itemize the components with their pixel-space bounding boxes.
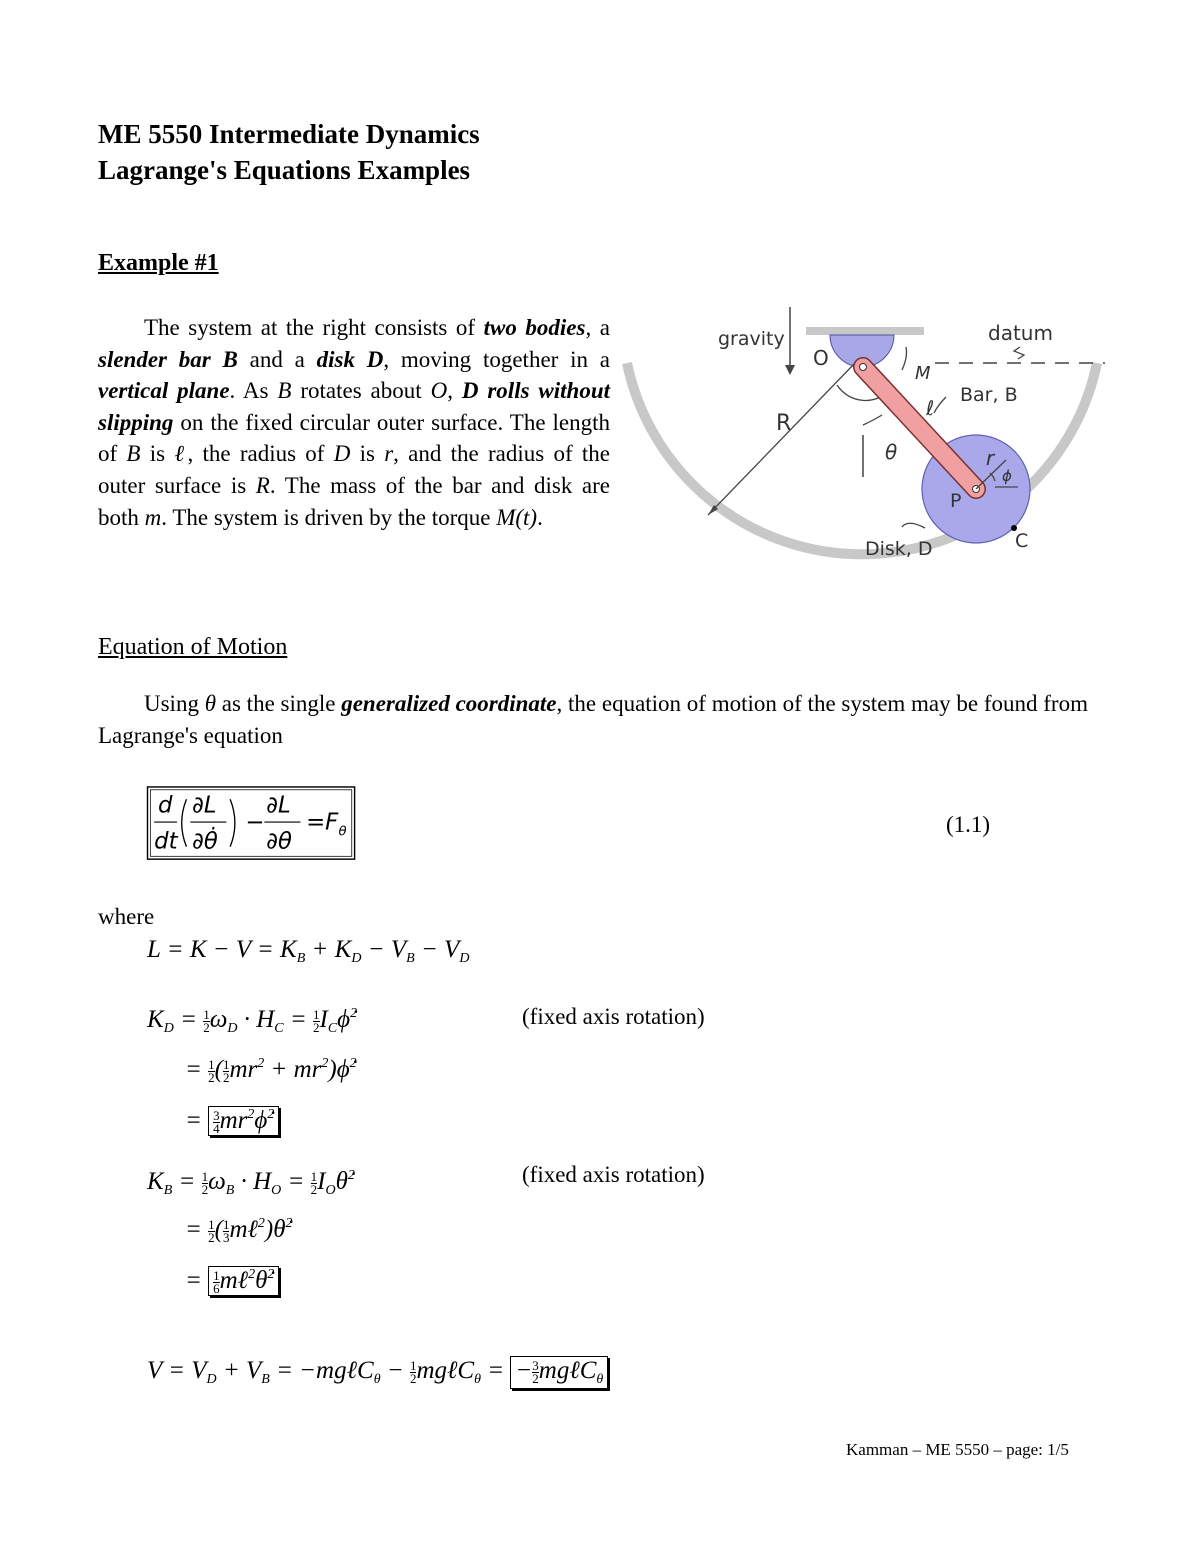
emph: D rolls without slipping <box>98 378 611 435</box>
KD-line-2: = $\frac{1}{2}$ ( $\frac{1}{2}$ $mr^2$ + $mr^2)\phi̇^2$ <box>185 1056 357 1085</box>
V-result-box: − $\frac{3}{2}$ mgℓC$_\theta$ <box>510 1356 608 1389</box>
label-bar: Bar, B <box>960 384 1018 406</box>
where-label: where <box>98 904 155 929</box>
page-title <box>98 116 480 188</box>
note-fixed-axis-1: (fixed axis rotation) <box>522 1004 705 1029</box>
lagrange-equation <box>143 786 361 862</box>
datum-pointer <box>1014 347 1024 359</box>
math: R <box>255 472 270 498</box>
text: , a <box>585 315 610 340</box>
label-ell: ℓ <box>926 396 935 420</box>
eq-dtheta: ∂θ <box>266 828 292 855</box>
fixed-support <box>806 327 924 335</box>
text: Using <box>144 691 205 716</box>
math: B <box>126 441 141 467</box>
bar-pointer <box>934 397 946 413</box>
math: D <box>333 441 351 467</box>
text: and a <box>237 346 317 372</box>
math: r <box>384 441 394 467</box>
disk-pointer <box>902 523 925 528</box>
text: The system at the right consists of <box>144 315 484 340</box>
KD-result-box: $\frac{3}{4}$ $mr^2\phi̇^2$ <box>208 1106 279 1136</box>
label-M: M <box>915 363 931 384</box>
title-line-2: Lagrange's Equations Examples <box>98 155 471 185</box>
motion-heading: Equation of Motion <box>98 634 288 660</box>
text: . The system is driven by the torque <box>161 504 497 530</box>
label-P: P <box>950 490 962 512</box>
label-gravity: gravity <box>718 328 785 350</box>
title-line-1: ME 5550 Intermediate Dynamics <box>98 119 480 149</box>
torque-arrow <box>902 347 907 370</box>
note-fixed-axis-2: (fixed axis rotation) <box>522 1162 705 1187</box>
math: B <box>277 378 292 404</box>
eq-dt: dt <box>154 828 178 855</box>
lagrangian-def: $L = K - V = K_B + K_D - V_B - V_D$ <box>147 936 470 966</box>
emph: two bodies <box>483 315 586 340</box>
equation-number: (1.1) <box>946 812 991 837</box>
text: on the fixed circular outer surface. The length of <box>98 409 610 467</box>
text: , and the radius of the outer surface is <box>98 441 610 498</box>
label-r: r <box>986 446 995 470</box>
math: O <box>430 378 448 404</box>
text: , <box>447 378 462 404</box>
label-disk: Disk, D <box>865 538 933 560</box>
label-R: R <box>776 411 792 436</box>
pivot-O <box>860 364 867 371</box>
KB-line-2: = $\frac{1}{2}$ ( $\frac{1}{3}$ mℓ$^2$)θ̇$^2$ <box>185 1216 293 1245</box>
eq-F: F <box>325 809 339 836</box>
example-description <box>98 312 610 533</box>
text: is <box>350 441 385 467</box>
eq-F-sub: θ <box>338 824 347 840</box>
label-datum: datum <box>988 321 1053 345</box>
math: θ <box>204 691 217 716</box>
text: as the single <box>216 691 342 716</box>
text: rotates about <box>291 378 431 404</box>
label-C: C <box>1015 530 1029 552</box>
emph: disk D <box>316 346 384 372</box>
paren-left <box>182 799 187 847</box>
text: . As <box>229 378 278 404</box>
paren-right <box>230 799 235 847</box>
text: , the radius of <box>187 441 334 467</box>
eq-d: d <box>157 792 173 819</box>
math: M(t) <box>496 504 538 530</box>
text: , the equation of motion of the system may be found from Lagrange's equation <box>98 691 1088 748</box>
motion-intro <box>98 688 1102 752</box>
theta-arc <box>863 415 882 425</box>
eq-minus: − <box>245 809 265 836</box>
KD-line-1: $K_D$ = $\frac{1}{2}$ $\omega_D \cdot H_C$ = $\frac{1}{2}$ $I_C\phi̇^2$ <box>147 1006 358 1036</box>
emph: generalized coordinate <box>341 691 557 716</box>
math: m <box>144 504 162 530</box>
text: . <box>537 504 543 530</box>
eq-dL2: ∂L <box>266 792 291 819</box>
potential-energy: $V = V_D + V_B$ = −mgℓC$_\theta$ − $\frac{1}{2}$ mgℓC$_\theta$ = − $\frac{3}{2}$ mgℓC$_\theta$ <box>147 1356 608 1389</box>
eq-dthetadot: ∂θ̇ <box>192 828 218 855</box>
text: is <box>140 441 175 467</box>
text: . The mass of the bar and disk are both <box>98 472 610 530</box>
text: , moving together in a <box>383 346 610 372</box>
KB-result-box: $\frac{1}{6}$ mℓ$^2$θ̇$^2$ <box>208 1266 279 1296</box>
KB-line-1: $K_B$ = $\frac{1}{2}$ $\omega_B \cdot H_O$ = $\frac{1}{2}$ $I_O\thetȧ^2$ <box>147 1168 355 1198</box>
example-heading: Example #1 <box>98 250 219 276</box>
emph: vertical plane <box>98 378 230 404</box>
KD-line-3: = $\frac{3}{4}$ $mr^2\phi̇^2$ <box>185 1106 279 1136</box>
math: ℓ <box>174 441 188 467</box>
eq-dL: ∂L <box>192 792 217 819</box>
label-phi: ϕ <box>1002 467 1012 485</box>
label-theta: θ <box>885 440 898 464</box>
eq-equals: = <box>306 809 326 836</box>
radius-R-line <box>708 363 855 515</box>
label-O: O <box>813 346 829 370</box>
page-footer: Kamman – ME 5550 – page: 1/5 <box>846 1440 1069 1459</box>
KB-line-3: = $\frac{1}{6}$ mℓ$^2$θ̇$^2$ <box>185 1266 279 1296</box>
emph: slender bar B <box>98 346 238 372</box>
arrowhead <box>785 365 795 375</box>
outer-surface <box>627 363 1097 554</box>
system-figure <box>610 295 1110 615</box>
